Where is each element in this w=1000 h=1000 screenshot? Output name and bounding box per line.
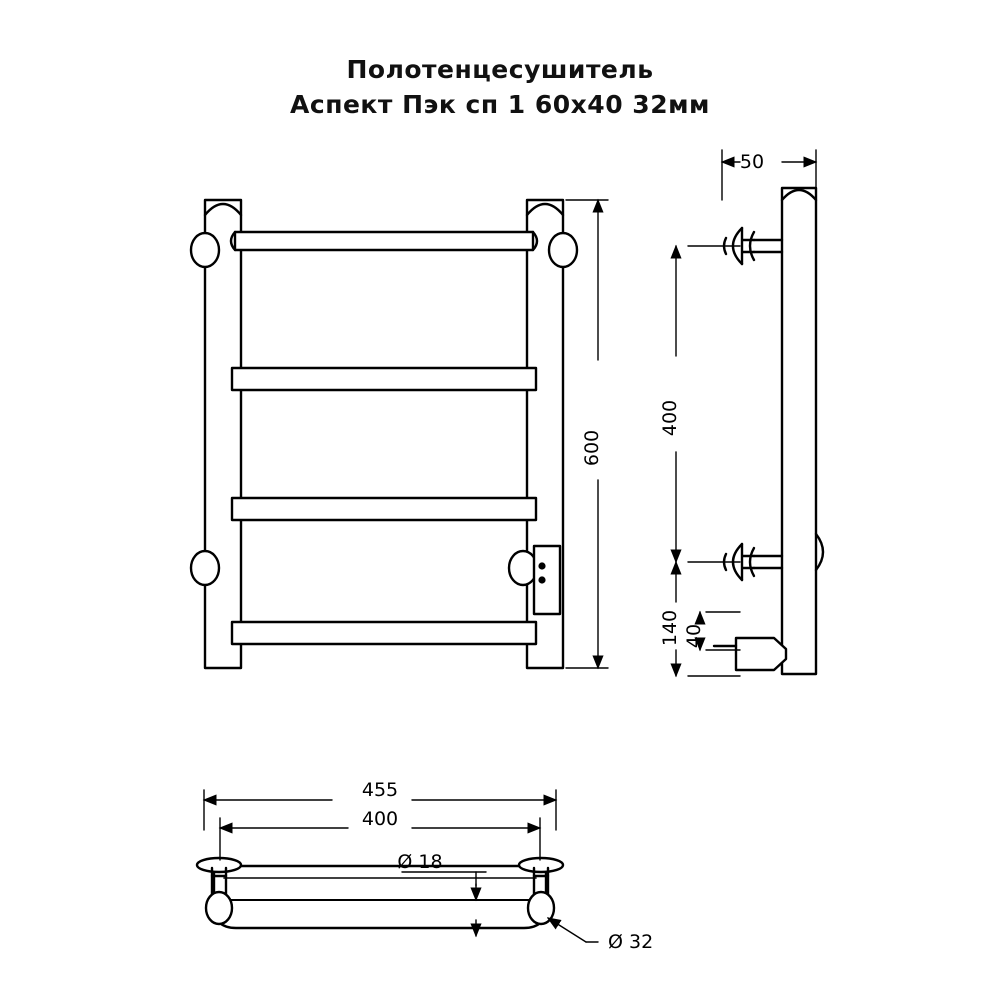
label-top-d18: Ø 18 xyxy=(397,851,443,873)
label-side-400: 400 xyxy=(659,399,681,437)
label-side-50: 50 xyxy=(739,151,765,173)
top-dimension-d32 xyxy=(548,918,598,942)
front-view-geometry xyxy=(191,200,577,668)
label-top-d32: Ø 32 xyxy=(608,931,654,953)
side-dimension-400 xyxy=(676,246,740,562)
label-top-400: 400 xyxy=(361,808,399,830)
side-dimension-40 xyxy=(700,612,740,650)
side-view-geometry xyxy=(714,188,823,674)
top-view-geometry xyxy=(197,858,563,928)
label-top-455: 455 xyxy=(361,779,399,801)
page-title-line2: Аспект Пэк сп 1 60х40 32мм xyxy=(290,90,710,119)
top-dimension-d18 xyxy=(402,872,486,936)
label-front-600: 600 xyxy=(581,429,603,467)
label-side-140: 140 xyxy=(659,609,681,647)
label-side-40: 40 xyxy=(683,623,705,649)
side-dimension-140 xyxy=(676,562,740,676)
page-title-line1: Полотенцесушитель xyxy=(346,55,654,84)
